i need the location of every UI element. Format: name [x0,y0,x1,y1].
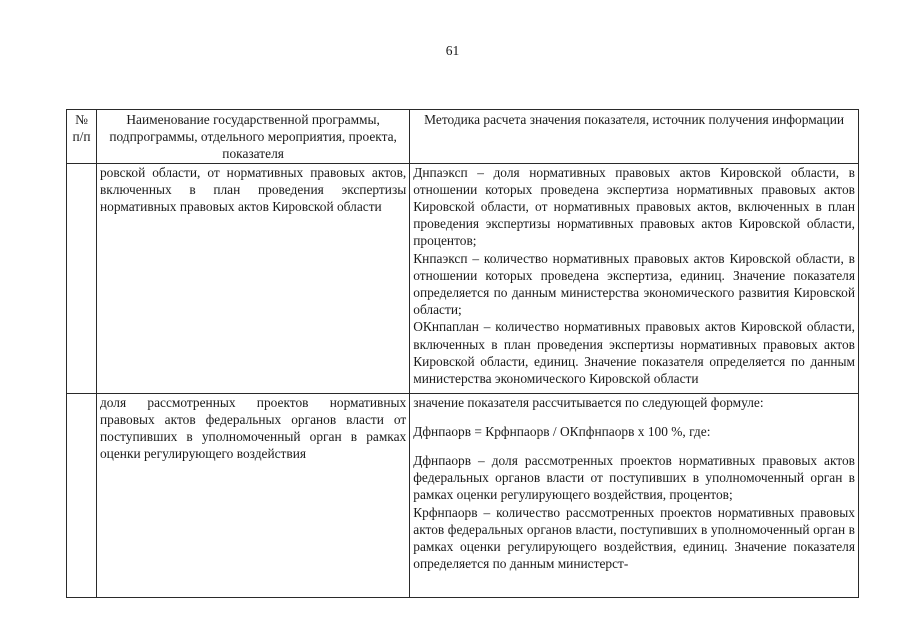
indicator-name-text: ровской области, от нормативных правовых актов, включенных в план проведения экспертизы нормативных правовых актов Кировской области [99,164,407,215]
method-cell [410,393,859,597]
page-number: 61 [445,43,460,58]
formula: Дфнпаорв = Крфнпаорв / ОКпфнпаорв х 100 %, где: [413,423,711,439]
table-row [67,163,859,393]
method-paragraph: Дфнпаорв – доля рассмотренных проектов нормативных правовых актов федеральных органов власти от поступивших в уполномоченный орган в рамках оценки регулирующего воздействия, процентов; [413,453,855,503]
table-header-row [67,110,859,164]
method-paragraph: Крфнпаорв – количество рассмотренных проектов нормативных правовых актов федеральных органов власти, поступивших в уполномоченный орган в рамках оценки регулирующего воздействия, единиц. Значение показателя определяется по данным министерст- [413,504,855,572]
indicator-name [96,163,409,393]
indicator-methodology-table [66,109,859,598]
header-method: Методика расчета значения показателя, источник получения информации [410,110,859,164]
table-row [67,393,859,597]
row-number [67,163,97,393]
method-paragraph: Днпаэксп – доля нормативных правовых актов Кировской области, в отношении которых проведена экспертиза нормативных правовых актов Кировской области, от нормативных правовых актов, включенных в план проведения экспертизы нормативных правовых актов Кировской области, процентов; [413,164,855,249]
header-number: № п/п [67,110,97,164]
method-paragraph: Кнпаэксп – количество нормативных правовых актов Кировской области, в отношении которых проведена экспертиза, единиц. Значение показателя определяется по данным министерства экономического развития Кировской области; [413,250,855,318]
row-number [67,393,97,597]
indicator-name-text: доля рассмотренных проектов нормативных правовых актов федеральных органов власти от поступивших в уполномоченный орган в рамках оценки регулирующего воздействия [99,394,407,462]
indicator-name [96,393,409,597]
header-name: Наименование государственной программы, подпрограммы, отдельного мероприятия, проекта, показателя [96,110,409,164]
method-cell [410,163,859,393]
method-intro: значение показателя рассчитывается по следующей формуле: [413,394,764,410]
method-paragraph: ОКнпаплан – количество нормативных правовых актов Кировской области, включенных в план проведения экспертизы нормативных правовых актов Кировской области, единиц. Значение показателя определяется по данным министерства экономического Кировской области [413,319,855,387]
